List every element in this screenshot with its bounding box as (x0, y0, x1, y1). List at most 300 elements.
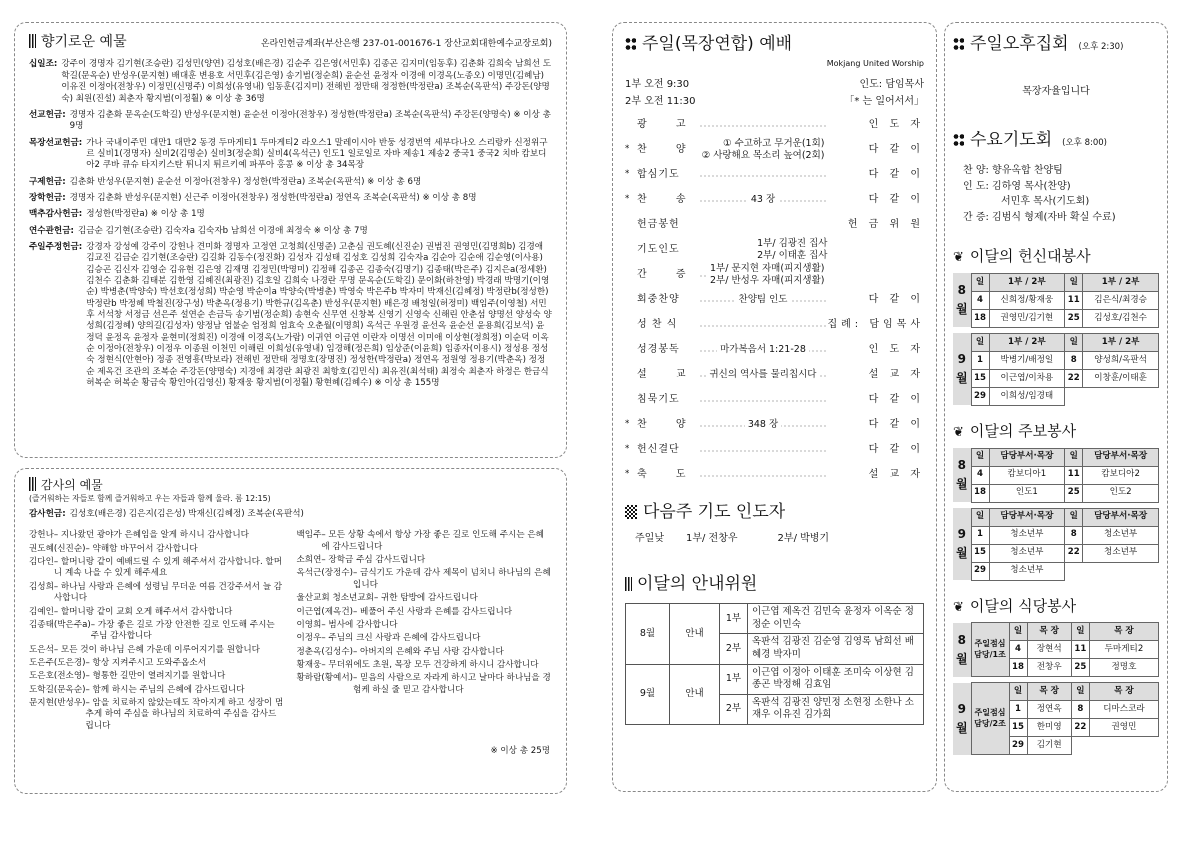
order-leader (827, 262, 924, 287)
section-bar-icon (29, 477, 36, 491)
order-leader: 다 같 이 (868, 194, 924, 206)
order-detail: 1부/ 김광진 집사 (757, 238, 828, 250)
thanks-item (29, 582, 285, 605)
schedule-day: 11 (1071, 641, 1089, 659)
stand-mark (625, 112, 637, 137)
section-dots-icon (953, 133, 964, 147)
schedule-empty (1065, 562, 1159, 580)
order-item: 헌신결단 (637, 444, 680, 456)
offering-list (29, 59, 552, 389)
schedule-name: 신희정/황재웅 (989, 291, 1065, 309)
thanks-item-text: – 귀한 탐방에 감사드립니다 (373, 593, 478, 604)
offering-names: 강주이 경명자 김기현(조승란) 김성민(양연) 김성호(배은경) 김순주 김은영(서민후) 김종곤 김지미(임동후) 김춘화 김희숙 남희선 도학길(문옥순) 반성우(문지현) 배대훈 변용호 서민후(김은영) 송기범(정순희) 윤순선 윤정자 이경애 이경옥(노종오) 이명민(김혜남) 이유진 이정아(전창우) 이정민(신명주) 이희성(유영내) 임동훈(김지미) 전해빈 정만태 정정한(박정란a) 조복순(옥판석) 주강돈(양명숙) 최원(진설) 최춘자 황지범(이정훨) ※ 이상 총 36명 (61, 59, 552, 104)
order-item: 찬 양 (637, 419, 699, 431)
order-detail-cell (699, 237, 828, 262)
section-bar-icon (29, 34, 36, 48)
thanks-item-text: – 함께 하시는 주님의 은혜에 감사드립니다 (85, 684, 245, 695)
offering-label: 구제헌금: (29, 176, 66, 187)
schedule-row (953, 544, 1159, 562)
worship-title: 주일(목장연합) 예배 (642, 34, 793, 54)
leaf-icon: ❦ (953, 250, 964, 266)
thanks-item-name: 김종태(박은주a) (29, 619, 91, 630)
schedule-name: 박병기/배정일 (989, 351, 1065, 369)
ushers-table (625, 603, 924, 724)
kitchen-title: 이달의 식당봉사 (969, 596, 1077, 615)
thanks-item-text: – 주님의 크신 사랑과 은혜에 감사드립니다 (321, 633, 481, 644)
thanks-offering-label: 감사헌금: (29, 509, 66, 520)
schedule-day: 15 (971, 369, 989, 387)
order-detail: 마가복음서 1:21-28 (717, 344, 809, 355)
schedule-part-header: 담당부서·목장 (1083, 448, 1159, 466)
stand-mark (625, 212, 637, 237)
schedule-day: 18 (971, 484, 989, 502)
thanks-item-name: 이영희 (296, 619, 322, 630)
schedule-name: 청소년부 (989, 544, 1065, 562)
thanks-item-name: 김다인 (29, 557, 54, 568)
thanks-item-name: 강헌나 (29, 530, 54, 541)
order-detail: 348 장 (745, 419, 781, 430)
schedule-row (953, 466, 1159, 484)
thanks-item (29, 530, 285, 541)
order-leader: 다 같 이 (868, 394, 924, 406)
schedule-month: 9월 (953, 333, 971, 405)
prayer-next-first: 1부/ 전창우 (685, 532, 738, 544)
thanks-item (29, 607, 285, 618)
schedule-name: 청소년부 (1083, 526, 1159, 544)
thanks-right-column (297, 530, 553, 734)
schedule-day: 8 (1065, 526, 1083, 544)
schedule-header-row (953, 683, 1159, 701)
schedule-day: 1 (971, 351, 989, 369)
schedule-day: 8 (1065, 351, 1083, 369)
wednesday-leader2: 서민후 목사(기도회) (1001, 196, 1090, 208)
thanks-item-name: 옥석근(장정수) (296, 568, 354, 579)
order-detail-cell (699, 412, 828, 437)
ushers-title: 이달의 안내위원 (637, 573, 758, 594)
schedule-name: 인도2 (1083, 484, 1159, 502)
schedule-header-row (953, 448, 1159, 466)
order-detail-cell (699, 337, 828, 362)
order-leader: 다 같 이 (868, 444, 924, 456)
standing-note: 「* 는 일어서서」 (844, 96, 924, 108)
order-detail-cell (699, 362, 828, 387)
schedule-day: 15 (1009, 719, 1027, 737)
offering-names: 가나 국내이주민 대만1 대만2 동경 두마게티1 두마게티2 라오스1 말레이시아 반둥 성경번역 세부다나오 스리랑카 신정위구르 실비1(경명자) 실비2(김명순) 실비3(정순희) 실비4(옥석근) 인도1 일로일로 자바 제송1 제송2 중국1 중국2 치바 캄보디아2 쿠바 큐슈 타지키스탄 튀니지 튀르키예 파푸아 홍콩 ※ 이상 총 34목장 (86, 137, 548, 171)
service-title: 이달의 헌신대봉사 (969, 247, 1091, 266)
offering-label: 장학헌금: (29, 192, 66, 203)
thanks-item (297, 647, 553, 658)
usher-part: 1부 (720, 604, 748, 634)
schedule-name: 양성희/옥판석 (1083, 351, 1159, 369)
schedule-empty (1065, 387, 1159, 405)
usher-names: 옥판석 김광진 양민정 소현정 소한나 소재우 이유진 김가희 (748, 694, 924, 724)
schedule-day: 18 (971, 309, 989, 327)
schedule-day: 18 (1009, 659, 1027, 677)
thanks-item (297, 660, 553, 671)
schedule-header-row (953, 333, 1159, 351)
worship-subtitle: Mokjang United Worship (826, 59, 924, 69)
schedule-row (953, 351, 1159, 369)
schedule-day-header: 일 (1065, 273, 1083, 291)
usher-names: 이근엽 이정아 이태훈 조미숙 이상현 김종곤 박정해 김효임 (748, 664, 924, 694)
bulletin-title: 이달의 주보봉사 (969, 421, 1077, 440)
usher-part: 1부 (720, 664, 748, 694)
stand-mark: * (625, 144, 630, 155)
order-detail-cell (699, 212, 828, 237)
schedule-name: 전창우 (1027, 659, 1071, 677)
worship-order (625, 112, 924, 487)
schedule-day: 29 (971, 562, 989, 580)
offering-label: 연수관헌금: (29, 225, 74, 236)
order-row (625, 112, 924, 137)
offering-row (29, 110, 552, 133)
order-row (625, 237, 924, 262)
schedule-name: 김기현 (1027, 737, 1071, 755)
thanks-item-name: 정춘옥(김성수) (296, 646, 354, 657)
schedule-day-header: 일 (1071, 683, 1089, 701)
stand-mark: * (625, 469, 630, 480)
thanks-item-text: – 베풀어 주신 사랑과 은혜를 감사드립니다 (353, 606, 513, 617)
schedule-part-header: 목 장 (1089, 683, 1158, 701)
offering-row (29, 242, 552, 389)
afternoon-time: (오후 2:30) (1078, 42, 1124, 52)
order-row (625, 212, 924, 237)
thanks-item-name: 황하람(황예서) (296, 673, 354, 684)
thanks-item-name: 백임주 (296, 530, 322, 541)
right-panel (944, 22, 1168, 792)
schedule-name: 청소년부 (989, 526, 1065, 544)
schedule-part-header: 1부 / 2부 (1083, 333, 1159, 351)
stand-mark (625, 287, 637, 312)
order-detail: 귀신의 역사를 물리칩시다 (706, 369, 819, 380)
thanks-item-name: 이근엽(제옥건) (296, 606, 354, 617)
schedule-day-header: 일 (1009, 683, 1027, 701)
stand-mark: * (625, 419, 630, 430)
order-row (625, 437, 924, 462)
schedule-month: 9월 (953, 683, 971, 755)
schedule-day: 8 (1071, 701, 1089, 719)
order-leader: 설 교 자 (868, 469, 924, 481)
thanks-title: 감사의 예물 (41, 478, 103, 492)
schedule-day: 11 (1065, 291, 1083, 309)
order-detail: ② 사랑해요 목소리 높여(2회) (699, 150, 828, 161)
order-detail-cell (699, 162, 828, 187)
schedule-part-header: 담당부서·목장 (1083, 508, 1159, 526)
schedule-label-cell (971, 623, 1009, 677)
schedule-month: 8월 (953, 448, 971, 502)
offering-names: 강경자 강성예 강주이 강헌나 견미화 경명자 고정연 고청희(신명준) 고춘심 권도혜(신진순) 권범진 권영민(김명희b) 김경애 김교진 김금순 김기현(조승란) 김길화 김동수(정진화) 김성자 김성태 김성호 김성희 김숙자a 김순아 김순애 김순영(이사용) 김승곤 김신자 김영순 김유현 김은영 김재명 김정민(박명미) 김정해 김종곤 김종숙(김명기) 김종태(박은주) 김지은a(정세환) 김천수 김춘화 김태분 김한영 김혜진(최광진) 김호일 김희숙 나경란 무명 문옥순(도학길) 문이화(하찬영) 박경래 박명기(이영순) 박병춘(박양숙) 박선호(정성희) 박순영 박순이a 박양숙(박병춘) 박영숙 박은주b 박자미 박재신(김혜정) 박정란b(정성한) 박정란b 박정혜 박철진(장구성) 박춘옥(정용기) 박한규(김옥춘) 반성우(문지현) 배은경 배청일(허정미) 백임주(이영철) 서민후 서석창 서정금 선은주 설연순 손금득 송기범(정순희) 송현숙 신무연 신창복 신영기 신영숙 신해린 안춘섬 양명선 양성숙 양성희(김정혜) 양의길(김성자) 양정남 엄불순 엄정희 엄효숙 오춘월(이명희) 옥석근 우원경 윤선옥 윤순선 윤용희(김보석) 윤정덕 윤정옥 윤정자 윤현미(정희진) 이경애 이경옥(노가람) 이귀연 이금연 이란자 이명선 이미애 이상현(정희정) 이순덕 이옥순 이정아(전창우) 이정우 이종원 이천민 이해린 이희성(유영내) 임경해(정은희) 임상준(이윤희) 임종자(이용시) 정성용 정성숙 정현식(안현아) 정종 전영흥(박보라) 전해빈 정만태 정명호(장명진) 정성한(박정란a) 정연옥 정원영 정용기(박춘옥) 정정순 제옥건 조관의 조복순 주강돈(양명숙) 지경애 최경란 최광진 최항호(김민식) 최유진(최석태) 최정숙 최춘자 하정은 한금식 허복순 허복순 황금숙 황인아(김영신) 황재웅 황지범(이정훨) 황현혜(김혜수) ※ 이상 총 155명 (86, 241, 552, 389)
order-row (625, 312, 924, 337)
stand-mark: * (625, 194, 630, 205)
order-item: 간 증 (637, 269, 699, 281)
thanks-item-name: 도은호(전소영) (29, 671, 86, 682)
schedule-day-header: 일 (971, 448, 989, 466)
thanks-item (297, 593, 553, 604)
offering-label: 맥추감사헌금: (29, 209, 83, 220)
offering-names: 경명자 김춘화 문옥순(도학길) 반성우(문지현) 윤순선 이정아(전창우) 정성한(박정란a) 조복순(옥판석) 주강돈(양명숙) ※ 이상 총 9명 (69, 109, 551, 132)
thanks-item (297, 673, 553, 696)
usher-row (626, 664, 924, 694)
schedule-day-header: 일 (971, 273, 989, 291)
wednesday-leader: 인 도: 김하영 목사(찬양) (963, 180, 1071, 192)
order-item: 찬 송 (637, 194, 699, 206)
offering-row (29, 209, 552, 220)
order-row (625, 162, 924, 187)
schedule-row (953, 291, 1159, 309)
thanks-item-text: – 형통한 길만이 열려지기를 원합니다 (85, 671, 226, 682)
usher-role: 안내 (670, 604, 720, 664)
schedule-day: 4 (1009, 641, 1027, 659)
order-detail-cell (699, 312, 828, 337)
schedule-part-header: 담당부서·목장 (989, 508, 1065, 526)
schedule-day-header: 일 (1065, 508, 1083, 526)
thanks-item-text: – 범사에 감사합니다 (321, 619, 398, 630)
offering-label: 십일조: (29, 59, 58, 70)
schedule-day: 29 (971, 387, 989, 405)
thanks-item-text: – 금식기도 가운데 감사 제목이 넘치니 하나님의 은혜입니다 (353, 568, 551, 590)
thanks-item-name: 김예인 (29, 606, 54, 617)
schedule-month: 8월 (953, 273, 971, 327)
worship-panel (612, 22, 937, 792)
order-detail: 1부/ 문지현 자매(피지생활) (707, 263, 827, 274)
offering-names: 경명자 김춘화 반성우(문지현) 신근주 이정아(전창우) 정성한(박정란a) 정연옥 조복순(옥판석) ※ 이상 총 8명 (69, 192, 477, 203)
order-row (625, 412, 924, 437)
thanks-verse: (즐거워하는 자들로 함께 즐거워하고 우는 자들과 함께 울라. 롬 12:15) (29, 493, 271, 503)
order-item: 침묵기도 (637, 394, 680, 406)
stand-mark: * (625, 444, 630, 455)
thanks-item-name: 울산교회 청소년교회 (296, 593, 374, 604)
schedule-name: 청소년부 (989, 562, 1065, 580)
thanks-item (29, 698, 285, 732)
schedule-sublabel: 담당/2조 (974, 718, 1006, 728)
order-row (625, 137, 924, 162)
thanks-item (29, 671, 285, 682)
offering-names: 김춘화 반성우(문지현) 윤순선 이정아(전창우) 정성한(박정란a) 조복순(옥판석) ※ 이상 총 6명 (69, 176, 422, 187)
schedule-day: 22 (1065, 369, 1083, 387)
order-row (625, 362, 924, 387)
schedule-name: 캄보디아1 (989, 466, 1065, 484)
order-leader: 다 같 이 (868, 169, 924, 181)
online-account: 온라인헌금계좌(부산은행 237-01-001676-1 장산교회대한예수교장로회) (260, 39, 552, 49)
order-detail-cell (699, 437, 828, 462)
thanks-item (29, 685, 285, 696)
thanks-item-name: 황재웅 (296, 659, 322, 670)
schedule-day: 25 (1065, 309, 1083, 327)
offering-row (29, 138, 552, 172)
wednesday-praise: 찬 양: 향유옥합 찬양팀 (963, 165, 1063, 177)
prayer-next-label: 주일낮 (635, 532, 664, 544)
schedule-header-row (953, 273, 1159, 291)
offering-row (29, 193, 552, 204)
offering-panel (14, 22, 567, 458)
usher-names: 옥판석 김광진 김순영 김영록 남희선 배혜경 박자미 (748, 634, 924, 664)
schedule-name: 이창훈/이태훈 (1083, 369, 1159, 387)
thanks-item-name: 이정우 (296, 633, 322, 644)
thanks-item-text: – 아버지의 은혜와 주님 사랑 감사합니다 (353, 646, 504, 657)
schedule-name: 디마스코라 (1089, 701, 1158, 719)
stand-mark (625, 237, 637, 262)
order-detail: 2부/ 반성우 자매(피지생활) (707, 275, 827, 286)
schedule-name: 정연옥 (1027, 701, 1071, 719)
thanks-total: ※ 이상 총 25명 (490, 745, 550, 756)
thanks-item-text: – 장학금 주심 감사드립니다 (321, 555, 426, 566)
schedule-label-cell (971, 683, 1009, 755)
order-leader: 다 같 이 (868, 294, 924, 306)
offering-row (29, 226, 552, 237)
thanks-item-text: – 할머니랑 같이 교회 오게 해주셔서 감사합니다 (53, 606, 233, 617)
order-leader (827, 237, 924, 262)
thanks-item (297, 530, 553, 553)
order-detail-cell (699, 112, 828, 137)
order-row (625, 187, 924, 212)
thanks-item (29, 658, 285, 669)
schedule-day: 29 (1009, 737, 1027, 755)
thanks-item-name: 도은석 (29, 644, 54, 655)
order-item: 성경봉독 (637, 344, 680, 356)
order-row (625, 462, 924, 487)
wednesday-testimony: 간 증: 김범식 형제(자바 확실 수료) (963, 211, 1116, 223)
schedule-row (953, 484, 1159, 502)
thanks-item (297, 555, 553, 566)
wednesday-title: 수요기도회 (970, 129, 1053, 150)
schedule-sublabel: 담당/1조 (974, 649, 1006, 659)
schedule-name: 이희성/임경태 (989, 387, 1065, 405)
thanks-item-text: – 가장 좋은 길로 가장 안전한 길로 인도해 주시는 주님 감사합니다 (90, 619, 275, 642)
order-item: 헌금봉헌 (637, 219, 680, 231)
schedule-day-header: 일 (1009, 623, 1027, 641)
order-detail: ① 수고하고 무거운(1회) (720, 138, 827, 149)
schedule-day: 1 (971, 526, 989, 544)
schedule-row (953, 526, 1159, 544)
leaf-icon: ❦ (953, 599, 964, 615)
thanks-item (297, 568, 553, 591)
schedule-part-header: 담당부서·목장 (989, 448, 1065, 466)
offering-names: 김금순 김기현(조승란) 김숙자a 김숙자b 남희선 이경애 최정숙 ※ 이상 총 7명 (77, 225, 368, 236)
schedule-header-row (953, 508, 1159, 526)
schedule-label: 주일점심 (974, 708, 1006, 718)
section-dots-icon (625, 37, 636, 51)
thanks-item (297, 633, 553, 644)
prayer-next-second: 2부/ 박병기 (777, 532, 830, 544)
order-leader: 집례: 담임목사 (827, 319, 924, 331)
second-service-time: 2부 오전 11:30 (625, 96, 696, 108)
offering-label: 선교헌금: (29, 109, 66, 120)
thanks-item-text: – 모든 상황 속에서 항상 가장 좋은 길로 인도해 주시는 은혜에 감사드립니다 (321, 530, 544, 552)
service-table (953, 273, 1159, 406)
thanks-item-name: 권도혜(신진순) (29, 543, 86, 554)
schedule-name: 권영민 (1089, 719, 1158, 737)
schedule-name: 두마게티2 (1089, 641, 1158, 659)
schedule-day: 4 (971, 466, 989, 484)
schedule-row (953, 369, 1159, 387)
schedule-name: 한미영 (1027, 719, 1071, 737)
order-detail: 43 장 (748, 194, 778, 205)
order-leader: 헌 금 위 원 (847, 219, 924, 231)
schedule-part-header: 1부 / 2부 (989, 273, 1065, 291)
order-item: 회중찬양 (637, 294, 680, 306)
thanks-offering-row (29, 509, 552, 520)
schedule-day-header: 일 (971, 333, 989, 351)
thanks-item-name: 김성희 (29, 581, 54, 592)
schedule-month: 9월 (953, 508, 971, 580)
bulletin-table (953, 448, 1159, 581)
schedule-day-header: 일 (1065, 448, 1083, 466)
schedule-name: 김은식/최경승 (1083, 291, 1159, 309)
afternoon-title: 주일오후집회 (970, 34, 1069, 54)
thanks-left-column (29, 530, 285, 734)
offering-header (29, 33, 552, 51)
schedule-name: 김성호/김천수 (1083, 309, 1159, 327)
stand-mark: * (625, 169, 630, 180)
schedule-name: 장현석 (1027, 641, 1071, 659)
schedule-part-header: 1부 / 2부 (1083, 273, 1159, 291)
order-detail-cell (699, 262, 828, 287)
order-detail-cell (699, 387, 828, 412)
thanks-item (29, 544, 285, 555)
schedule-name: 인도1 (989, 484, 1065, 502)
schedule-part-header: 목 장 (1089, 623, 1158, 641)
order-item: 축 도 (637, 469, 699, 481)
section-check-icon (625, 505, 637, 519)
leaf-icon: ❦ (953, 424, 964, 440)
stand-mark (625, 387, 637, 412)
offering-row (29, 177, 552, 188)
first-service-time: 1부 오전 9:30 (625, 78, 690, 90)
thanks-item-name: 문지현(반성우) (29, 697, 86, 708)
thanks-item-text: – 무더위에도 초원, 목장 모두 건강하게 하시니 감사합니다 (321, 659, 539, 670)
thanks-item-text: – 할머니랑 같이 예배드릴 수 있게 해주셔서 감사합니다. 할머니 계속 나을 수 있게 해주세요 (53, 557, 283, 579)
order-detail: 2부/ 이태훈 집사 (757, 249, 828, 261)
thanks-item-text: – 약해함 바꾸어서 감사합니다 (85, 543, 198, 554)
schedule-day-header: 일 (971, 508, 989, 526)
order-item: 설 교 (637, 369, 699, 381)
afternoon-text: 목장자율입니다 (1022, 86, 1090, 98)
order-item: 성 찬 식 (637, 319, 678, 331)
order-row (625, 287, 924, 312)
order-item: 합심기도 (637, 169, 680, 181)
prayer-next-title: 다음주 기도 인도자 (643, 502, 786, 523)
stand-mark (625, 262, 637, 287)
thanks-item-text: – 지나왔던 광야가 은혜임을 알게 하시니 감사합니다 (53, 530, 249, 541)
schedule-day: 1 (1009, 701, 1027, 719)
thanks-offering-names: 김성호(배은경) 김은지(김은성) 박재신(김혜정) 조복순(옥판석) (69, 509, 304, 520)
schedule-row (953, 562, 1159, 580)
section-dots-icon (953, 37, 964, 51)
thanks-item (29, 645, 285, 656)
usher-part: 2부 (720, 634, 748, 664)
schedule-part-header: 1부 / 2부 (989, 333, 1065, 351)
schedule-empty (1071, 737, 1158, 755)
thanks-item-text: – 암을 치료하지 않았는데도 작아지게 하고 성장이 멈추게 하여 주심을 하나님의 치료하여 주심을 감사드립니다 (85, 697, 284, 731)
order-leader: 설 교 자 (868, 369, 924, 381)
schedule-label: 주일점심 (974, 639, 1006, 649)
stand-mark (625, 362, 637, 387)
worship-leader: 인도: 담임목사 (859, 78, 924, 90)
offering-label: 주일주정헌금: (29, 241, 83, 252)
order-row (625, 262, 924, 287)
thanks-item-name: 소희연 (296, 555, 322, 566)
stand-mark (625, 337, 637, 362)
thanks-columns (29, 530, 552, 734)
order-leader: 다 같 이 (868, 144, 924, 156)
thanks-item-text: – 하나님 사랑과 은혜에 성령님 무더운 여름 건강주셔서 늘 감사합니다 (53, 581, 283, 604)
usher-role: 안내 (670, 664, 720, 724)
order-detail-cell (699, 462, 828, 487)
usher-names: 이근엽 제옥건 김민숙 윤정자 이옥순 정정순 이민숙 (748, 604, 924, 634)
order-item: 찬 양 (637, 144, 699, 156)
schedule-day: 22 (1065, 544, 1083, 562)
section-bar-icon (625, 577, 632, 591)
